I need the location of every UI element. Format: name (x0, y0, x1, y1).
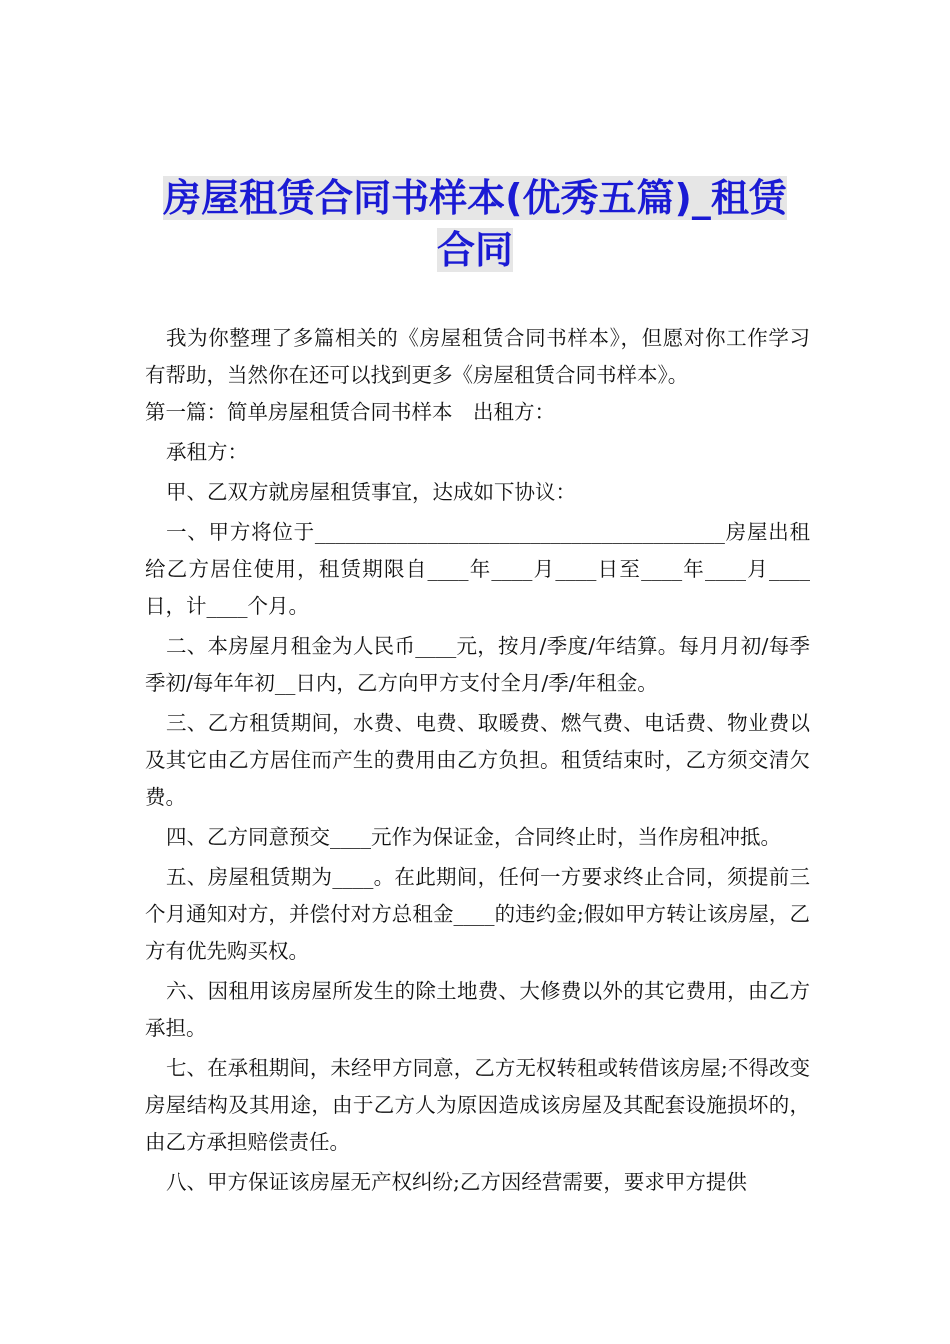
clause-3: 三、乙方租赁期间，水费、电费、取暖费、燃气费、电话费、物业费以及其它由乙方居住而产生的费用由乙方负担。租赁结束时，乙方须交清欠费。 (145, 711, 810, 809)
document-title (150, 172, 800, 276)
clause-5: 五、房屋租赁期为____。在此期间，任何一方要求终止合同，须提前三个月通知对方，并偿付对方总租金____的违约金;假如甲方转让该房屋，乙方有优先购买权。 (145, 865, 810, 963)
lessee-line: 承租方： (166, 440, 248, 464)
clause-6: 六、因租用该房屋所发生的除土地费、大修费以外的其它费用，由乙方承担。 (145, 979, 810, 1040)
document-body (145, 320, 810, 1201)
document-title-text: 房屋租赁合同书样本(优秀五篇)_租赁合同 (163, 176, 787, 272)
clause-2: 二、本房屋月租金为人民币____元，按月/季度/年结算。每月月初/每季季初/每年年初__日内，乙方向甲方支付全月/季/年租金。 (145, 634, 810, 695)
agreement-preamble: 甲、乙双方就房屋租赁事宜，达成如下协议： (166, 480, 576, 504)
clause-4: 四、乙方同意预交____元作为保证金，合同终止时，当作房租冲抵。 (166, 825, 781, 849)
clause-1: 一、甲方将位于________________________________________房屋出租给乙方居住使用，租赁期限自____年____月____日至____年____月____日，计____个月。 (145, 520, 810, 618)
intro-paragraph: 我为你整理了多篇相关的《房屋租赁合同书样本》，但愿对你工作学习有帮助，当然你在还可以找到更多《房屋租赁合同书样本》。 (145, 326, 810, 387)
clause-8: 八、甲方保证该房屋无产权纠纷;乙方因经营需要，要求甲方提供 (166, 1170, 747, 1194)
section-heading-first: 第一篇：简单房屋租赁合同书样本 出租方： (145, 400, 555, 424)
clause-7: 七、在承租期间，未经甲方同意，乙方无权转租或转借该房屋;不得改变房屋结构及其用途，由于乙方人为原因造成该房屋及其配套设施损坏的，由乙方承担赔偿责任。 (145, 1056, 810, 1154)
